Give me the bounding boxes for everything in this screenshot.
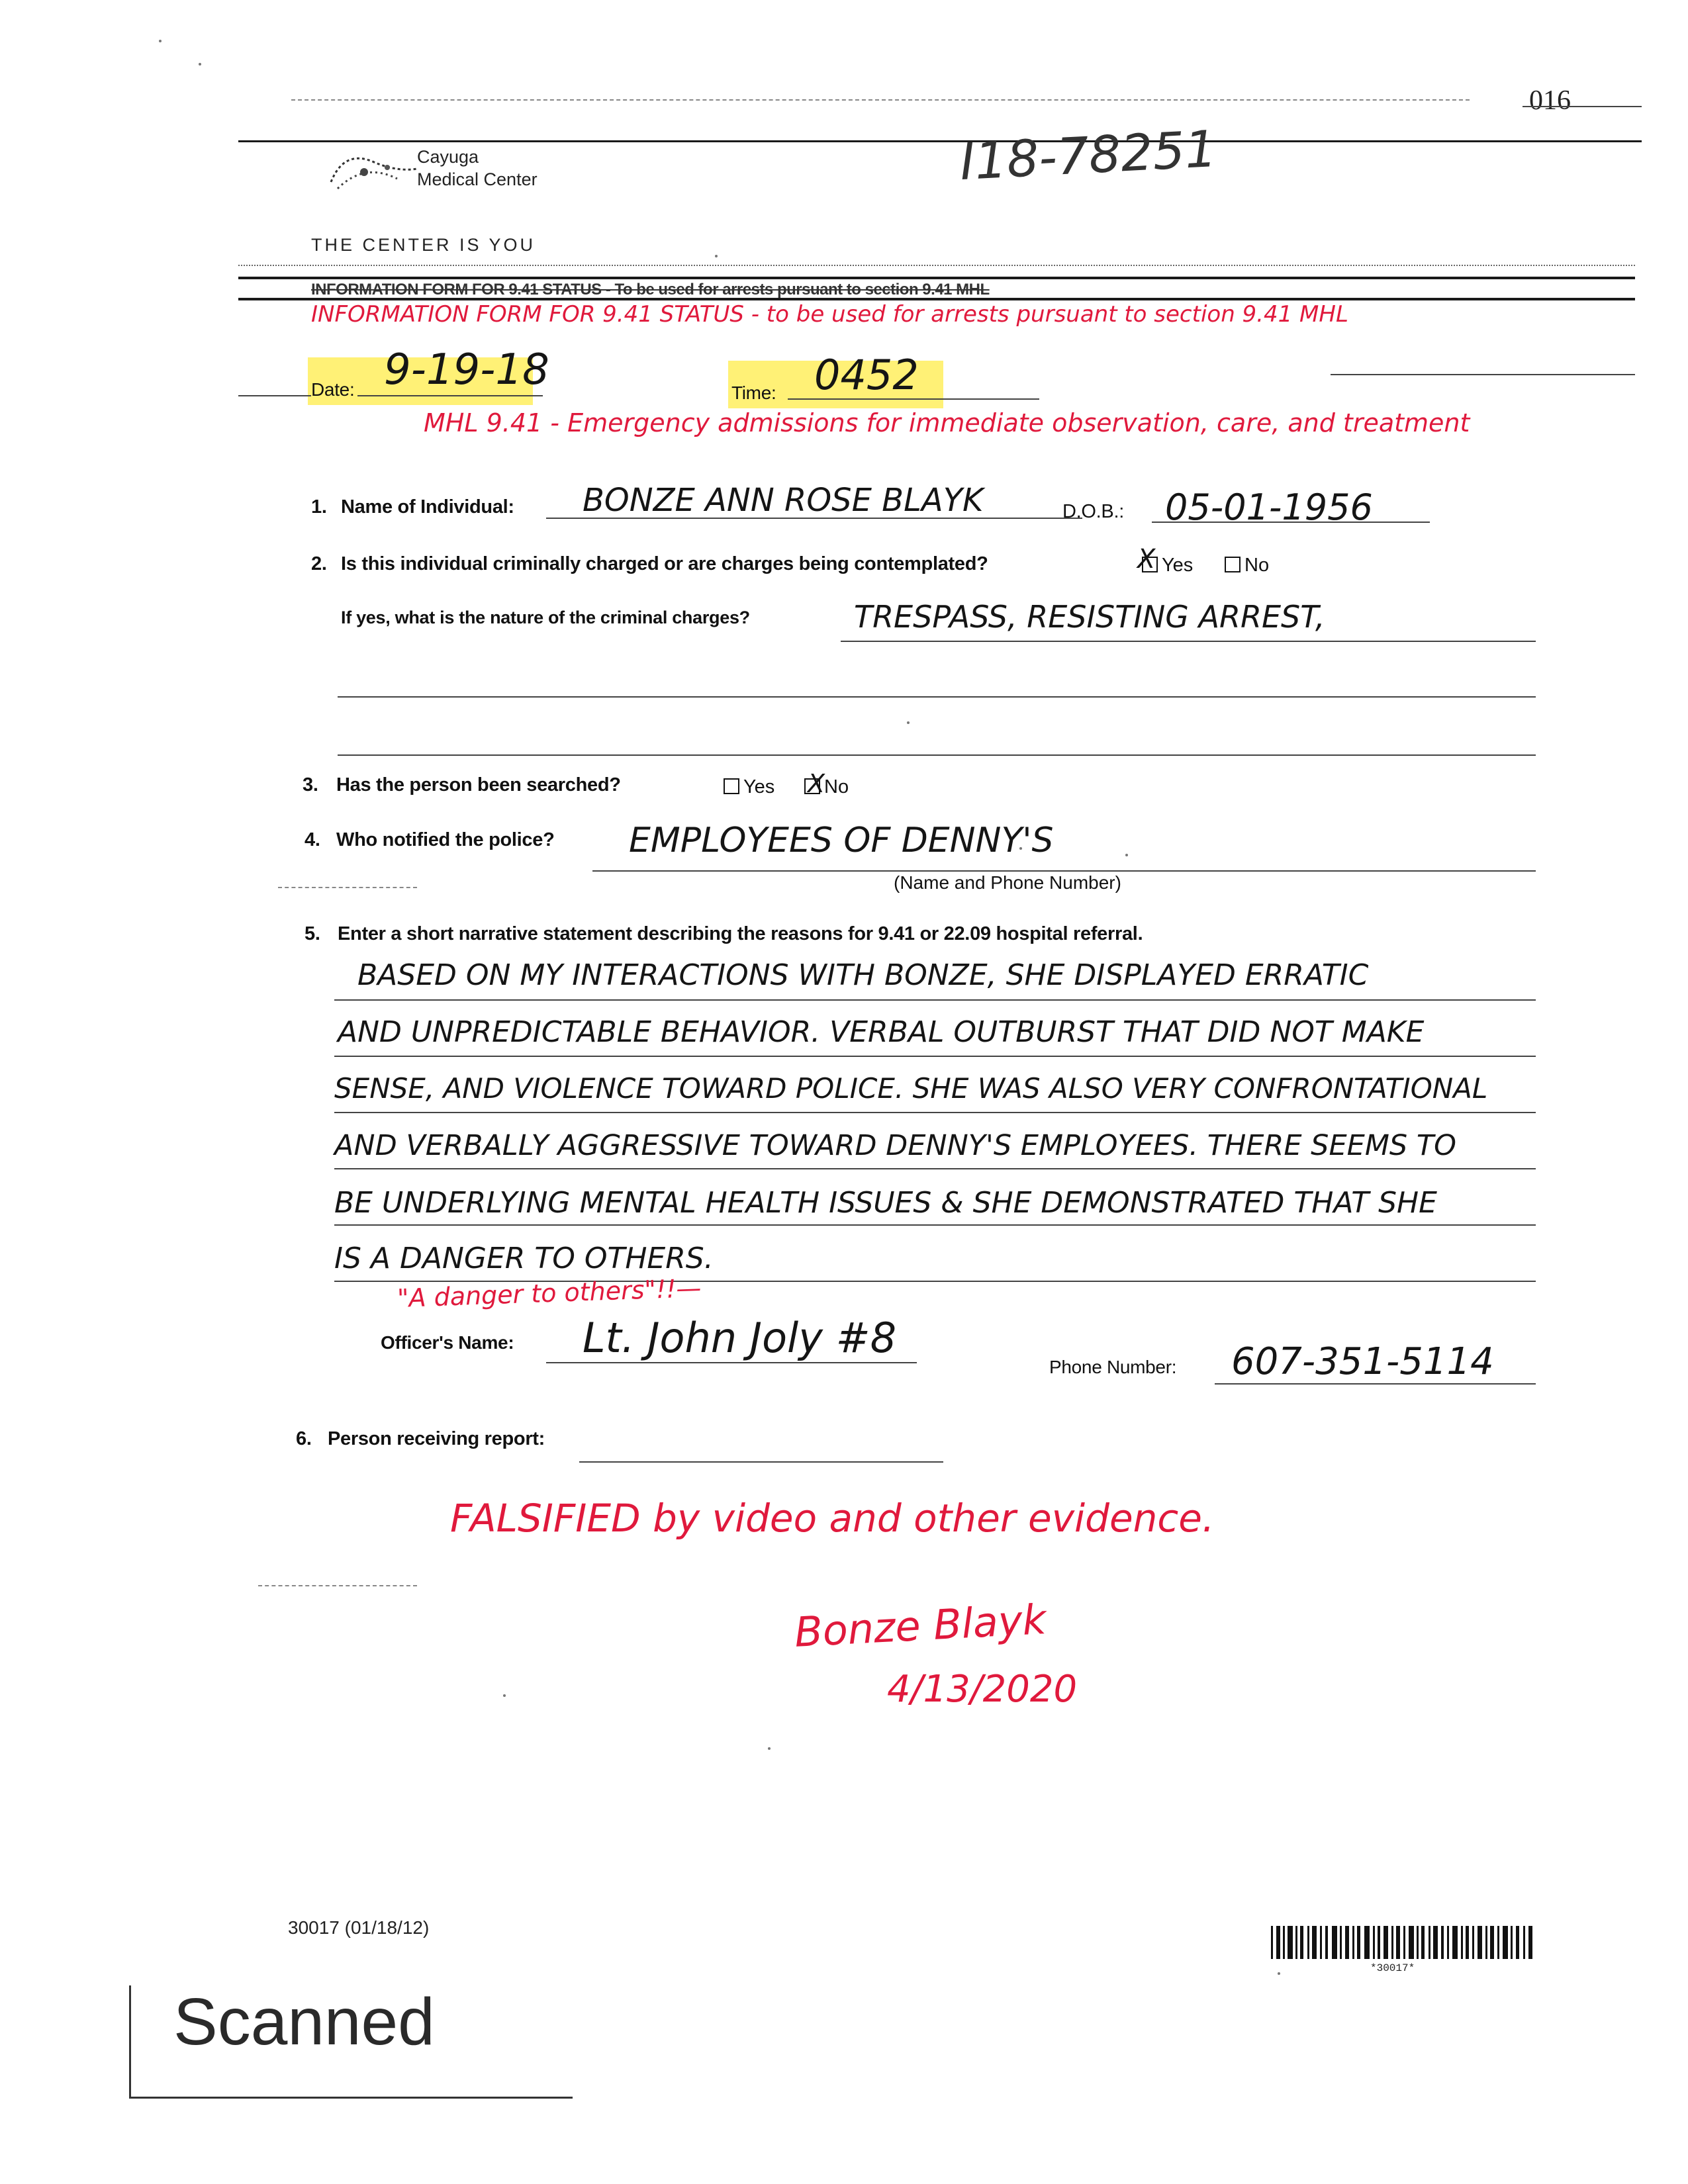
annotation-falsified: FALSIFIED by video and other evidence.	[450, 1496, 1215, 1541]
q6-line[interactable]	[579, 1461, 943, 1463]
stamp-border-bottom	[129, 2097, 573, 2099]
q2-followup-line	[841, 641, 1536, 642]
phone-label: Phone Number:	[1049, 1357, 1177, 1377]
q2-no-label: No	[1244, 555, 1270, 576]
scan-speck	[907, 721, 910, 724]
q6-number: 6.	[296, 1428, 312, 1449]
annotation-mhl: MHL 9.41 - Emergency admissions for immediate observation, care, and treatment	[424, 408, 1470, 437]
annotation-header: INFORMATION FORM FOR 9.41 STATUS - to be used for arrests pursuant to section 9.41 MHL	[311, 301, 1348, 328]
q4-number: 4.	[305, 829, 320, 850]
top-rule	[238, 140, 1642, 142]
q6-label: Person receiving report:	[328, 1428, 545, 1449]
q2-label: Is this individual criminally charged or are charges being contemplated?	[341, 553, 988, 574]
officer-line	[546, 1362, 917, 1363]
scanned-stamp: Scanned	[173, 1985, 435, 2059]
barcode-icon	[1271, 1926, 1536, 1959]
q2-yes-label: Yes	[1162, 555, 1194, 576]
margin-dash	[278, 887, 417, 888]
q3-yes-checkbox[interactable]	[724, 778, 739, 794]
date-line-left	[238, 395, 311, 396]
q3-label: Has the person been searched?	[336, 774, 621, 796]
case-number: I18-78251	[958, 118, 1219, 192]
annotation-date: 4/13/2020	[887, 1668, 1078, 1711]
page-number: 016	[1529, 85, 1571, 116]
narrative-text: IS A DANGER TO OTHERS.	[334, 1242, 714, 1275]
q2-followup-value: TRESPASS, RESISTING ARREST,	[854, 599, 1325, 635]
q2-yes-mark: X	[1137, 544, 1156, 574]
scan-speck	[503, 1694, 506, 1697]
q3-no-label: No	[824, 776, 849, 797]
q4-value: EMPLOYEES OF DENNY'S	[629, 821, 1054, 860]
stamp-border-left	[129, 1985, 131, 2098]
officer-label: Officer's Name:	[381, 1332, 514, 1353]
dob-label: D.O.B.:	[1062, 501, 1124, 522]
q2-blank-line-1	[338, 696, 1536, 698]
q1-number: 1.	[311, 496, 327, 518]
form-code: 30017 (01/18/12)	[288, 1917, 430, 1938]
narrative-line	[334, 1056, 1536, 1057]
page-number-underline	[1523, 106, 1642, 107]
time-label: Time:	[731, 383, 776, 403]
barcode	[1271, 1926, 1536, 1962]
annotation-signature: Bonze Blayk	[793, 1595, 1048, 1657]
annotation-danger: "A danger to others"!!—	[397, 1273, 702, 1314]
top-dashed-rule	[291, 99, 1470, 101]
narrative-text: SENSE, AND VIOLENCE TOWARD POLICE. SHE WAS ALSO VERY CONFRONTATIONAL	[334, 1072, 1488, 1105]
q3-yes-label: Yes	[743, 776, 775, 797]
narrative-text: BE UNDERLYING MENTAL HEALTH ISSUES & SHE DEMONSTRATED THAT SHE	[334, 1186, 1437, 1220]
phone-value: 607-351-5114	[1231, 1340, 1494, 1383]
dob-value: 05-01-1956	[1165, 486, 1373, 528]
date-value: 9-19-18	[384, 345, 549, 394]
narrative-line	[334, 1112, 1536, 1113]
officer-value: Lt. John Joly #8	[583, 1314, 897, 1362]
header-rule-top	[238, 277, 1635, 279]
logo-name: Cayuga Medical Center	[417, 147, 538, 189]
scan-speck	[715, 255, 718, 257]
q2-no-checkbox[interactable]	[1225, 557, 1241, 572]
q2-number: 2.	[311, 553, 327, 574]
logo-mark-icon	[318, 142, 430, 202]
logo-tagline: THE CENTER IS YOU	[311, 235, 536, 255]
header-dotted-rule	[238, 265, 1635, 266]
scan-speck	[199, 63, 201, 66]
right-rule	[1331, 374, 1635, 375]
narrative-line	[334, 1168, 1536, 1169]
q2-blank-line-2	[338, 754, 1536, 756]
q1-value: BONZE ANN ROSE BLAYK	[583, 482, 984, 519]
date-label: Date:	[311, 379, 355, 400]
q3-yes-option[interactable]	[724, 776, 774, 798]
form-header: INFORMATION FORM FOR 9.41 STATUS - To be used for arrests pursuant to section 9.41 MHL	[311, 281, 990, 298]
q5-label: Enter a short narrative statement describing the reasons for 9.41 or 22.09 hospital referral.	[338, 923, 1143, 944]
scan-speck	[159, 40, 162, 42]
q5-number: 5.	[305, 923, 320, 944]
scan-speck	[1278, 1972, 1280, 1975]
barcode-text: *30017*	[1370, 1962, 1415, 1974]
margin-dash	[258, 1585, 417, 1586]
time-value: 0452	[814, 351, 919, 399]
narrative-text: BASED ON MY INTERACTIONS WITH BONZE, SHE DISPLAYED ERRATIC	[357, 958, 1369, 992]
q3-no-mark: X	[808, 769, 825, 798]
scan-speck	[768, 1747, 771, 1750]
narrative-line	[334, 1224, 1536, 1226]
header-rule-bottom	[238, 298, 1635, 300]
q4-caption: (Name and Phone Number)	[894, 872, 1121, 893]
date-line	[357, 395, 543, 396]
scan-speck	[1125, 854, 1128, 856]
q1-label: Name of Individual:	[341, 496, 514, 518]
q4-label: Who notified the police?	[336, 829, 555, 850]
q2-no-option[interactable]	[1225, 555, 1269, 576]
q3-number: 3.	[303, 774, 318, 796]
q4-line	[592, 870, 1536, 872]
narrative-line	[334, 999, 1536, 1001]
phone-line	[1215, 1383, 1536, 1385]
narrative-text: AND VERBALLY AGGRESSIVE TOWARD DENNY'S EMPLOYEES. THERE SEEMS TO	[334, 1129, 1456, 1162]
narrative-text: AND UNPREDICTABLE BEHAVIOR. VERBAL OUTBURST THAT DID NOT MAKE	[338, 1015, 1425, 1049]
q2-followup-label: If yes, what is the nature of the criminal charges?	[341, 608, 750, 627]
hospital-logo	[318, 142, 430, 205]
